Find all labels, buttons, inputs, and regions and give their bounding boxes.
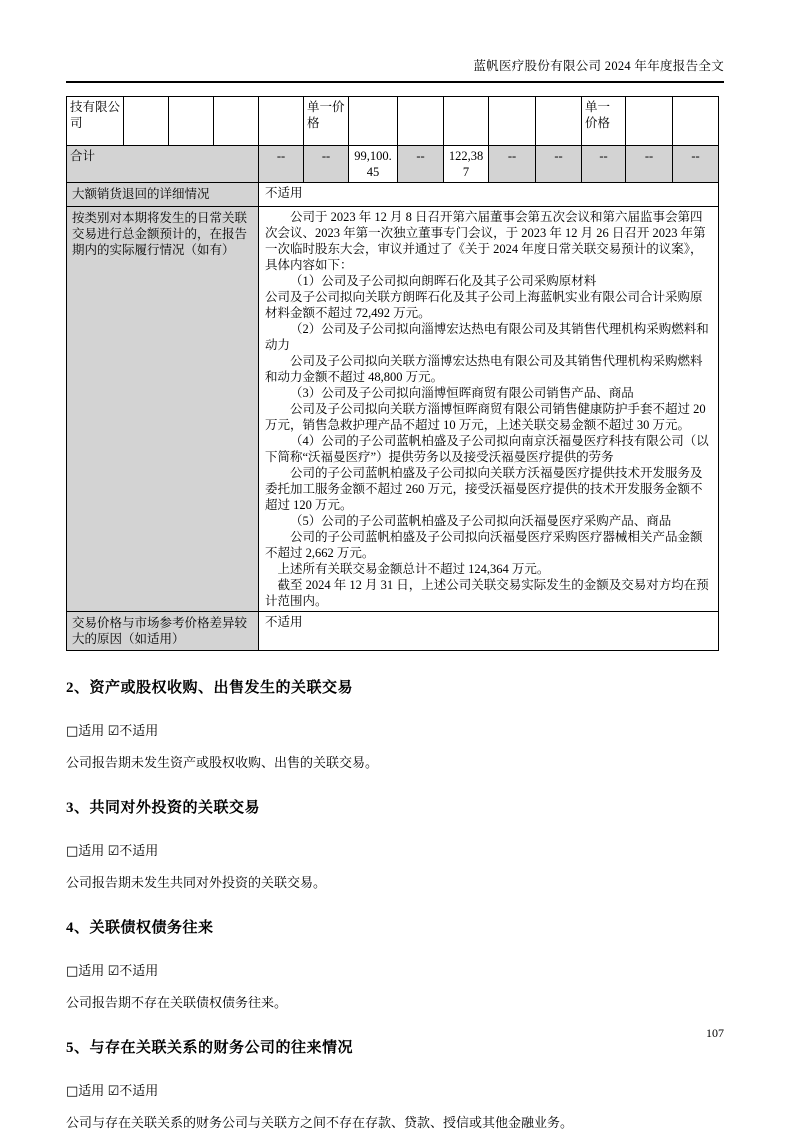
total-value: -- xyxy=(673,146,719,183)
applicable-label: 适用 xyxy=(78,723,105,738)
section-body-4: 公司报告期不存在关联债权债务往来。 xyxy=(66,995,288,1010)
total-value: -- xyxy=(304,146,349,183)
performance-paragraph: （2）公司及子公司拟向淄博宏达热电有限公司及其销售代理机构采购燃料和动力 xyxy=(265,322,709,352)
total-value: -- xyxy=(536,146,582,183)
performance-detail xyxy=(259,207,719,612)
applicable-line xyxy=(66,960,724,979)
section-body-5: 公司与存在关联关系的财务公司与关联方之间不存在存款、贷款、授信或其他金融业务。 xyxy=(66,1115,574,1130)
section-heading-4: 4、关联债权债务往来 xyxy=(66,920,214,936)
section-heading-3: 3、共同对外投资的关联交易 xyxy=(66,800,261,816)
total-value-amount: 99,100.45 xyxy=(349,146,398,183)
page-number: 107 xyxy=(706,1026,724,1040)
performance-paragraph: 公司及子公司拟向关联方朗晖石化及其子公司上海蓝帆实业有限公司合计采购原材料金额不超过 72,492 万元。 xyxy=(265,290,703,320)
cell-empty xyxy=(259,97,304,146)
section-heading-2: 2、资产或股权收购、出售发生的关联交易 xyxy=(66,680,354,696)
header-divider xyxy=(66,81,724,83)
not-applicable-label: 不适用 xyxy=(119,1083,159,1098)
checkbox-unchecked-icon: □ xyxy=(66,724,79,739)
total-value-amount: 122,387 xyxy=(444,146,489,183)
section-heading-5: 5、与存在关联关系的财务公司的往来情况 xyxy=(66,1040,354,1056)
applicable-label: 适用 xyxy=(78,1083,105,1098)
cell-unit-price: 单一价格 xyxy=(304,97,349,146)
performance-paragraph: 公司及子公司拟向关联方淄博宏达热电有限公司及其销售代理机构采购燃料和动力金额不超过 48,800 万元。 xyxy=(265,354,703,384)
cell-company-fragment: 技有限公司 xyxy=(67,97,124,146)
sales-return-value: 不适用 xyxy=(259,183,719,207)
table-row-performance xyxy=(67,207,719,612)
total-value: -- xyxy=(259,146,304,183)
total-value: -- xyxy=(582,146,626,183)
cell-empty xyxy=(536,97,582,146)
cell-empty xyxy=(626,97,673,146)
performance-paragraph: （3）公司及子公司拟向淄博恒晖商贸有限公司销售产品、商品 xyxy=(290,386,634,400)
performance-paragraph: 上述所有关联交易金额总计不超过 124,364 万元。 xyxy=(277,562,550,576)
performance-paragraph: 公司及子公司拟向关联方淄博恒晖商贸有限公司销售健康防护手套不超过 20 万元，销售急救护理产品不超过 10 万元，上述关联交易金额不超过 30 万元。 xyxy=(265,402,706,432)
not-applicable-label: 不适用 xyxy=(119,963,159,978)
performance-paragraph: 公司的子公司蓝帆柏盛及子公司拟向沃福曼医疗采购医疗器械相关产品金额不超过 2,662 万元。 xyxy=(265,530,703,560)
table-row-price-diff xyxy=(67,612,719,651)
performance-paragraph: 公司于 2023 年 12 月 8 日召开第六届董事会第五次会议和第六届监事会第四次会议、2023 年第一次独立董事专门会议，于 2023 年 12 月 26 日召开 2023 年第一次临时股东大会，审议并通过了《关于 2024 年度日常关联交易预计的议案》，具体内容如下： xyxy=(265,210,706,272)
cell-empty xyxy=(673,97,719,146)
not-applicable-label: 不适用 xyxy=(119,723,159,738)
performance-paragraph: （4）公司的子公司蓝帆柏盛及子公司拟向南京沃福曼医疗科技有限公司（以下简称“沃福曼医疗”）提供劳务以及接受沃福曼医疗提供的劳务 xyxy=(265,434,709,464)
cell-empty xyxy=(444,97,489,146)
applicable-line xyxy=(66,1080,724,1099)
document-header-title: 蓝帆医疗股份有限公司 2024 年年度报告全文 xyxy=(473,59,724,73)
cell-empty xyxy=(214,97,259,146)
cell-unit-price: 单一价格 xyxy=(582,97,626,146)
performance-paragraph: 公司的子公司蓝帆柏盛及子公司拟向关联方沃福曼医疗提供技术开发服务及委托加工服务金额不超过 260 万元，接受沃福曼医疗提供的技术开发服务金额不超过 120 万元。 xyxy=(265,466,703,512)
price-diff-value: 不适用 xyxy=(259,612,719,651)
checkbox-unchecked-icon: □ xyxy=(66,964,79,979)
checkbox-unchecked-icon: □ xyxy=(66,1084,79,1099)
total-label: 合计 xyxy=(67,146,259,183)
total-value: -- xyxy=(626,146,673,183)
applicable-label: 适用 xyxy=(78,843,105,858)
cell-empty xyxy=(398,97,444,146)
cell-empty xyxy=(489,97,536,146)
cell-empty xyxy=(349,97,398,146)
checkbox-checked-icon: ☑ xyxy=(107,724,120,739)
section-body-3: 公司报告期未发生共同对外投资的关联交易。 xyxy=(66,875,327,890)
section-body-2: 公司报告期未发生资产或股权收购、出售的关联交易。 xyxy=(66,755,379,770)
performance-paragraph: （1）公司及子公司拟向朗晖石化及其子公司采购原材料 xyxy=(290,274,597,288)
sales-return-label: 大额销货退回的详细情况 xyxy=(67,183,259,207)
table-row-sales-return xyxy=(67,183,719,207)
applicable-line xyxy=(66,840,724,859)
checkbox-unchecked-icon: □ xyxy=(66,844,79,859)
total-value: -- xyxy=(489,146,536,183)
performance-paragraph: （5）公司的子公司蓝帆柏盛及子公司拟向沃福曼医疗采购产品、商品 xyxy=(290,514,672,528)
applicable-label: 适用 xyxy=(78,963,105,978)
checkbox-checked-icon: ☑ xyxy=(107,1084,120,1099)
total-value: -- xyxy=(398,146,444,183)
applicable-line xyxy=(66,720,724,739)
checkbox-checked-icon: ☑ xyxy=(107,844,120,859)
not-applicable-label: 不适用 xyxy=(119,843,159,858)
price-diff-label: 交易价格与市场参考价格差异较大的原因（如适用） xyxy=(67,612,259,651)
cell-empty xyxy=(169,97,214,146)
related-transactions-table xyxy=(66,96,719,651)
performance-label: 按类别对本期将发生的日常关联交易进行总金额预计的，在报告期内的实际履行情况（如有） xyxy=(67,207,259,612)
table-row-header xyxy=(67,97,719,146)
table-row-total xyxy=(67,146,719,183)
performance-paragraph: 截至 2024 年 12 月 31 日，上述公司关联交易实际发生的金额及交易对方均在预计范围内。 xyxy=(265,578,709,608)
checkbox-checked-icon: ☑ xyxy=(107,964,120,979)
cell-empty xyxy=(124,97,169,146)
